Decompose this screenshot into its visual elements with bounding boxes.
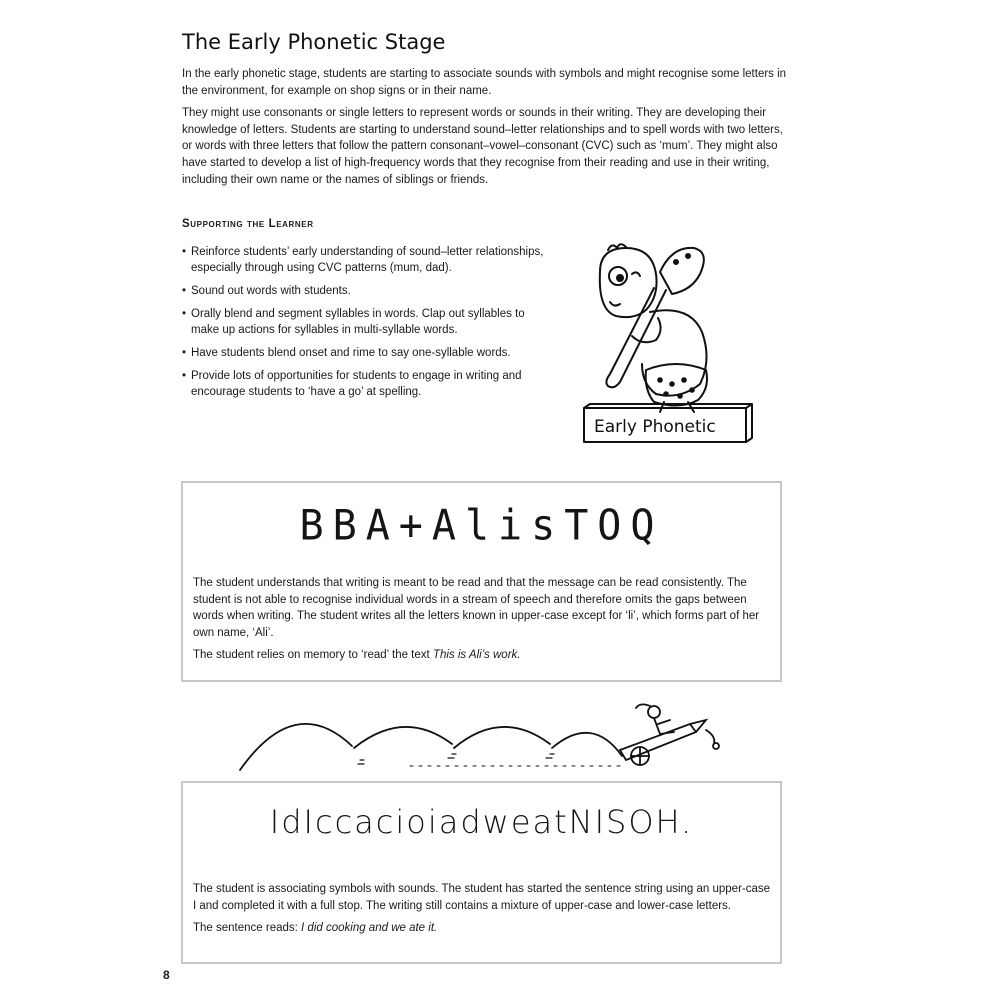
sample-2-paragraph-2 — [193, 920, 773, 937]
sample-2-paragraph-1: The student is associating symbols with sounds. The student has started the sentence string using an upper-case I and completed it with a full stop. The writing still contains a mixture of upper-case and lower-case letters. — [193, 883, 771, 912]
supporting-list — [182, 244, 552, 407]
jumping-pencil-illustration — [230, 690, 730, 775]
intro-paragraph-1: In the early phonetic stage, students are starting to associate sounds with symbols and might recognise some letters in the environment, for example on shop signs or in their name. — [182, 68, 787, 97]
sample-1-p2-text: The student relies on memory to ‘read’ the text — [193, 649, 433, 662]
page-number: 8 — [163, 968, 170, 982]
list-item: • Sound out words with students. — [182, 283, 552, 299]
sign-label: Early Phonetic — [594, 417, 716, 437]
caveman-illustration — [580, 232, 760, 447]
sample-2-p2-text: The sentence reads: — [193, 922, 302, 935]
writing-sample-1 — [181, 481, 782, 682]
sample-1-paragraph-1: The student understands that writing is meant to be read and that the message can be read consistently. The student is not able to recognise individual words in a stream of speech and therefore omits the gaps between words when writing. The student writes all the letters known in upper-case except for ‘li’, which forms part of her own name, ‘Ali’. — [193, 577, 760, 639]
list-item: • Have students blend onset and rime to say one-syllable words. — [182, 345, 552, 361]
intro-text — [182, 66, 792, 194]
list-item: • Orally blend and segment syllables in words. Clap out syllables to make up actions for syllables in multi-syllable words. — [182, 306, 552, 338]
list-item: • Reinforce students’ early understanding of sound–letter relationships, especially through using CVC patterns (mum, dad). — [182, 244, 552, 276]
handwriting-sample-1: BBA+AlisTOQ — [299, 501, 664, 551]
sample-1-paragraph-2 — [193, 647, 773, 664]
supporting-heading: Supporting the Learner — [182, 218, 314, 230]
sample-2-p2-italic: I did cooking and we ate it. — [301, 922, 438, 935]
list-item: • Provide lots of opportunities for students to engage in writing and encourage students to ‘have a go’ at spelling. — [182, 368, 552, 400]
handwriting-sample-2: IdIccacioiadweatNISOH. — [269, 803, 694, 841]
sample-1-description — [193, 575, 773, 670]
intro-paragraph-2: They might use consonants or single letters to represent words or sounds in their writing. They are developing their knowledge of letters. Students are starting to understand sound–letter relationships and to spell words with two letters, or words with three letters that follow the pattern consonant–vowel–consonant (CVC) such as ‘mum’. They might also have started to develop a list of high-frequency words that they recognise from their reading and use in their writing, including their own name or the names of siblings or friends. — [182, 107, 783, 186]
writing-sample-2 — [181, 781, 782, 964]
page-title: The Early Phonetic Stage — [182, 30, 446, 54]
sample-1-p2-italic: This is Ali’s work. — [432, 649, 521, 662]
sample-2-description — [193, 881, 773, 943]
